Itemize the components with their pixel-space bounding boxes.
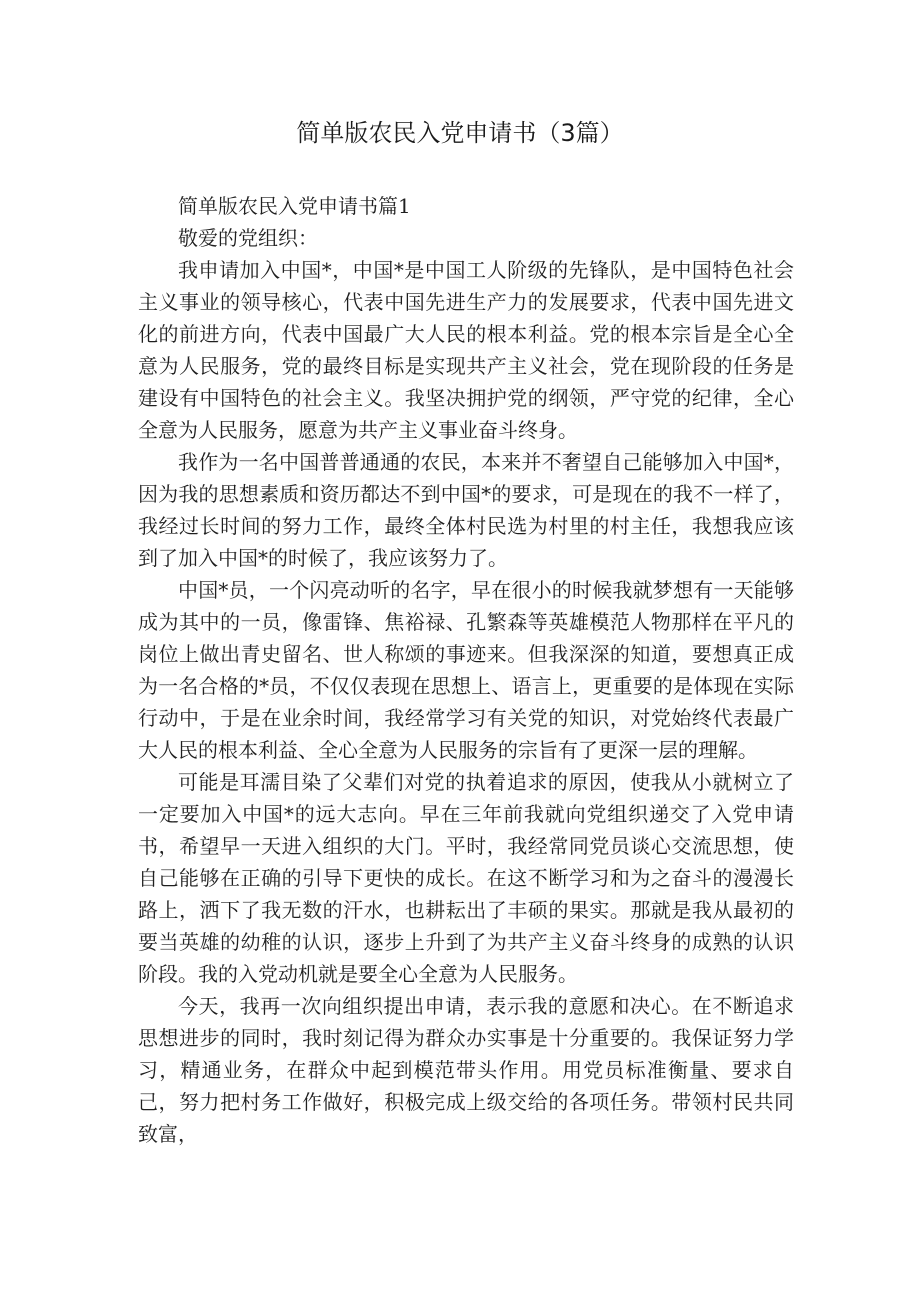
document-body	[138, 190, 794, 1150]
document-title: 简单版农民入党申请书（3篇）	[296, 119, 624, 147]
paragraph-5: 今天，我再一次向组织提出申请，表示我的意愿和决心。在不断追求思想进步的同时，我时刻记得为群众办实事是十分重要的。我保证努力学习，精通业务，在群众中起到模范带头作用。用党员标准衡量、要求自己，努力把村务工作做好，积极完成上级交给的各项任务。带领村民共同致富，	[138, 994, 794, 1146]
paragraph-1: 我申请加入中国*，中国*是中国工人阶级的先锋队，是中国特色社会主义事业的领导核心，代表中国先进生产力的发展要求，代表中国先进文化的前进方向，代表中国最广大人民的根本利益。党的根本宗旨是全心全意为人民服务，党的最终目标是实现共产主义社会，党在现阶段的任务是建设有中国特色的社会主义。我坚决拥护党的纲领，严守党的纪律，全心全意为人民服务，愿意为共产主义事业奋斗终身。	[138, 258, 794, 442]
salutation: 敬爱的党组织：	[178, 226, 318, 250]
paragraph-2: 我作为一名中国普普通通的农民，本来并不奢望自己能够加入中国*，因为我的思想素质和资历都达不到中国*的要求，可是现在的我不一样了，我经过长时间的努力工作，最终全体村民选为村里的村主任，我想我应该到了加入中国*的时候了，我应该努力了。	[138, 450, 794, 570]
section-heading: 简单版农民入党申请书篇1	[178, 194, 411, 218]
paragraph-3: 中国*员，一个闪亮动听的名字，早在很小的时候我就梦想有一天能够成为其中的一员，像雷锋、焦裕禄、孔繁森等英雄模范人物那样在平凡的岗位上做出青史留名、世人称颂的事迹来。但我深深的知道，要想真正成为一名合格的*员，不仅仅表现在思想上、语言上，更重要的是体现在实际行动中，于是在业余时间，我经常学习有关党的知识，对党始终代表最广大人民的根本利益、全心全意为人民服务的宗旨有了更深一层的理解。	[138, 578, 794, 762]
paragraph-4: 可能是耳濡目染了父辈们对党的执着追求的原因，使我从小就树立了一定要加入中国*的远大志向。早在三年前我就向党组织递交了入党申请书，希望早一天进入组织的大门。平时，我经常同党员谈心交流思想，使自己能够在正确的引导下更快的成长。在这不断学习和为之奋斗的漫漫长路上，洒下了我无数的汗水，也耕耘出了丰硕的果实。那就是我从最初的要当英雄的幼稚的认识，逐步上升到了为共产主义奋斗终身的成熟的认识阶段。我的入党动机就是要全心全意为人民服务。	[138, 770, 794, 986]
